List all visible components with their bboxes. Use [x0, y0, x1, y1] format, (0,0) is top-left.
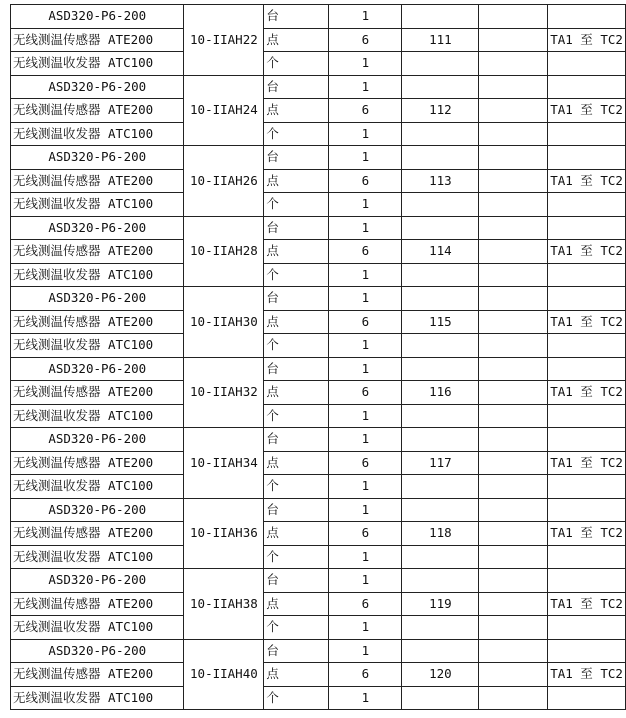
number-cell — [402, 404, 479, 428]
item-name-cell: 无线测温收发器 ATC100 — [11, 616, 184, 640]
quantity-cell: 1 — [329, 287, 402, 311]
number-cell: 118 — [402, 522, 479, 546]
quantity-cell: 1 — [329, 498, 402, 522]
range-cell: TA1 至 TC2 — [548, 169, 626, 193]
quantity-cell: 6 — [329, 381, 402, 405]
unit-cell: 个 — [264, 545, 329, 569]
item-name-cell: ASD320-P6-200 — [11, 498, 184, 522]
range-cell — [548, 287, 626, 311]
item-name-cell: ASD320-P6-200 — [11, 5, 184, 29]
table-row — [11, 146, 626, 170]
unit-cell: 台 — [264, 569, 329, 593]
number-cell: 111 — [402, 28, 479, 52]
item-name-cell: 无线测温传感器 ATE200 — [11, 169, 184, 193]
unit-cell: 个 — [264, 334, 329, 358]
equipment-table-body — [11, 5, 626, 710]
quantity-cell: 6 — [329, 522, 402, 546]
item-name-cell: 无线测温传感器 ATE200 — [11, 592, 184, 616]
unit-cell: 点 — [264, 99, 329, 123]
blank-cell — [479, 334, 548, 358]
table-row — [11, 357, 626, 381]
blank-cell — [479, 616, 548, 640]
table-row — [11, 169, 626, 193]
number-cell — [402, 287, 479, 311]
item-name-cell: 无线测温传感器 ATE200 — [11, 451, 184, 475]
item-name-cell: ASD320-P6-200 — [11, 75, 184, 99]
number-cell — [402, 616, 479, 640]
unit-cell: 点 — [264, 310, 329, 334]
table-row — [11, 52, 626, 76]
item-name-cell: 无线测温收发器 ATC100 — [11, 404, 184, 428]
item-name-cell: ASD320-P6-200 — [11, 639, 184, 663]
quantity-cell: 6 — [329, 451, 402, 475]
unit-cell: 个 — [264, 616, 329, 640]
quantity-cell: 6 — [329, 99, 402, 123]
item-name-cell: ASD320-P6-200 — [11, 287, 184, 311]
blank-cell — [479, 592, 548, 616]
item-name-cell: ASD320-P6-200 — [11, 428, 184, 452]
number-cell — [402, 357, 479, 381]
blank-cell — [479, 310, 548, 334]
blank-cell — [479, 193, 548, 217]
number-cell — [402, 263, 479, 287]
table-row — [11, 193, 626, 217]
cabinet-code-cell: 10-IIAH32 — [184, 357, 264, 428]
blank-cell — [479, 475, 548, 499]
item-name-cell: 无线测温传感器 ATE200 — [11, 663, 184, 687]
range-cell — [548, 404, 626, 428]
item-name-cell: 无线测温传感器 ATE200 — [11, 28, 184, 52]
table-row — [11, 99, 626, 123]
range-cell: TA1 至 TC2 — [548, 381, 626, 405]
unit-cell: 点 — [264, 28, 329, 52]
table-row — [11, 216, 626, 240]
quantity-cell: 1 — [329, 357, 402, 381]
quantity-cell: 1 — [329, 686, 402, 710]
range-cell — [548, 569, 626, 593]
table-row — [11, 569, 626, 593]
range-cell — [548, 193, 626, 217]
range-cell: TA1 至 TC2 — [548, 310, 626, 334]
quantity-cell: 1 — [329, 475, 402, 499]
table-row — [11, 122, 626, 146]
cabinet-code-cell: 10-IIAH28 — [184, 216, 264, 287]
item-name-cell: 无线测温传感器 ATE200 — [11, 381, 184, 405]
cabinet-code-cell: 10-IIAH38 — [184, 569, 264, 640]
number-cell: 112 — [402, 99, 479, 123]
blank-cell — [479, 522, 548, 546]
quantity-cell: 1 — [329, 639, 402, 663]
item-name-cell: 无线测温收发器 ATC100 — [11, 334, 184, 358]
item-name-cell: 无线测温收发器 ATC100 — [11, 475, 184, 499]
blank-cell — [479, 169, 548, 193]
quantity-cell: 6 — [329, 240, 402, 264]
table-row — [11, 475, 626, 499]
number-cell — [402, 428, 479, 452]
unit-cell: 点 — [264, 169, 329, 193]
number-cell — [402, 475, 479, 499]
blank-cell — [479, 5, 548, 29]
quantity-cell: 1 — [329, 146, 402, 170]
table-row — [11, 592, 626, 616]
quantity-cell: 1 — [329, 75, 402, 99]
number-cell: 113 — [402, 169, 479, 193]
blank-cell — [479, 146, 548, 170]
range-cell — [548, 545, 626, 569]
range-cell: TA1 至 TC2 — [548, 451, 626, 475]
number-cell — [402, 569, 479, 593]
table-row — [11, 498, 626, 522]
item-name-cell: 无线测温传感器 ATE200 — [11, 99, 184, 123]
table-row — [11, 451, 626, 475]
range-cell — [548, 616, 626, 640]
unit-cell: 点 — [264, 381, 329, 405]
quantity-cell: 6 — [329, 28, 402, 52]
quantity-cell: 1 — [329, 52, 402, 76]
number-cell: 117 — [402, 451, 479, 475]
item-name-cell: 无线测温收发器 ATC100 — [11, 686, 184, 710]
table-row — [11, 240, 626, 264]
number-cell: 114 — [402, 240, 479, 264]
range-cell: TA1 至 TC2 — [548, 240, 626, 264]
blank-cell — [479, 122, 548, 146]
blank-cell — [479, 287, 548, 311]
quantity-cell: 1 — [329, 428, 402, 452]
quantity-cell: 1 — [329, 616, 402, 640]
item-name-cell: 无线测温收发器 ATC100 — [11, 122, 184, 146]
blank-cell — [479, 569, 548, 593]
table-row — [11, 310, 626, 334]
unit-cell: 点 — [264, 522, 329, 546]
range-cell — [548, 52, 626, 76]
unit-cell: 点 — [264, 592, 329, 616]
quantity-cell: 1 — [329, 5, 402, 29]
range-cell — [548, 146, 626, 170]
cabinet-code-cell: 10-IIAH26 — [184, 146, 264, 217]
unit-cell: 台 — [264, 146, 329, 170]
number-cell — [402, 122, 479, 146]
range-cell — [548, 216, 626, 240]
quantity-cell: 6 — [329, 169, 402, 193]
number-cell — [402, 639, 479, 663]
quantity-cell: 1 — [329, 216, 402, 240]
range-cell: TA1 至 TC2 — [548, 522, 626, 546]
quantity-cell: 1 — [329, 193, 402, 217]
range-cell — [548, 5, 626, 29]
item-name-cell: 无线测温收发器 ATC100 — [11, 545, 184, 569]
quantity-cell: 1 — [329, 404, 402, 428]
range-cell — [548, 263, 626, 287]
number-cell — [402, 193, 479, 217]
unit-cell: 个 — [264, 193, 329, 217]
item-name-cell: ASD320-P6-200 — [11, 216, 184, 240]
unit-cell: 个 — [264, 263, 329, 287]
unit-cell: 台 — [264, 639, 329, 663]
blank-cell — [479, 28, 548, 52]
blank-cell — [479, 428, 548, 452]
number-cell: 115 — [402, 310, 479, 334]
cabinet-code-cell: 10-IIAH36 — [184, 498, 264, 569]
range-cell: TA1 至 TC2 — [548, 592, 626, 616]
item-name-cell: 无线测温传感器 ATE200 — [11, 310, 184, 334]
quantity-cell: 6 — [329, 310, 402, 334]
equipment-table — [10, 4, 626, 710]
unit-cell: 点 — [264, 663, 329, 687]
range-cell — [548, 475, 626, 499]
item-name-cell: 无线测温收发器 ATC100 — [11, 263, 184, 287]
unit-cell: 点 — [264, 240, 329, 264]
blank-cell — [479, 639, 548, 663]
table-row — [11, 287, 626, 311]
table-row — [11, 381, 626, 405]
table-row — [11, 639, 626, 663]
unit-cell: 台 — [264, 287, 329, 311]
number-cell — [402, 334, 479, 358]
number-cell — [402, 52, 479, 76]
range-cell — [548, 498, 626, 522]
table-row — [11, 686, 626, 710]
table-row — [11, 404, 626, 428]
quantity-cell: 1 — [329, 122, 402, 146]
quantity-cell: 1 — [329, 263, 402, 287]
cabinet-code-cell: 10-IIAH22 — [184, 5, 264, 76]
item-name-cell: 无线测温传感器 ATE200 — [11, 522, 184, 546]
unit-cell: 台 — [264, 357, 329, 381]
cabinet-code-cell: 10-IIAH34 — [184, 428, 264, 499]
unit-cell: 台 — [264, 216, 329, 240]
item-name-cell: 无线测温收发器 ATC100 — [11, 193, 184, 217]
blank-cell — [479, 404, 548, 428]
unit-cell: 台 — [264, 5, 329, 29]
number-cell — [402, 5, 479, 29]
number-cell: 116 — [402, 381, 479, 405]
table-row — [11, 522, 626, 546]
unit-cell: 个 — [264, 404, 329, 428]
item-name-cell: ASD320-P6-200 — [11, 146, 184, 170]
number-cell — [402, 75, 479, 99]
range-cell — [548, 686, 626, 710]
number-cell — [402, 146, 479, 170]
blank-cell — [479, 451, 548, 475]
blank-cell — [479, 240, 548, 264]
unit-cell: 个 — [264, 475, 329, 499]
blank-cell — [479, 216, 548, 240]
number-cell — [402, 686, 479, 710]
range-cell: TA1 至 TC2 — [548, 99, 626, 123]
unit-cell: 台 — [264, 75, 329, 99]
unit-cell: 个 — [264, 52, 329, 76]
range-cell — [548, 357, 626, 381]
blank-cell — [479, 498, 548, 522]
cabinet-code-cell: 10-IIAH24 — [184, 75, 264, 146]
blank-cell — [479, 75, 548, 99]
unit-cell: 台 — [264, 428, 329, 452]
table-row — [11, 75, 626, 99]
item-name-cell: 无线测温收发器 ATC100 — [11, 52, 184, 76]
quantity-cell: 6 — [329, 663, 402, 687]
unit-cell: 个 — [264, 122, 329, 146]
range-cell: TA1 至 TC2 — [548, 663, 626, 687]
range-cell — [548, 122, 626, 146]
range-cell — [548, 75, 626, 99]
cabinet-code-cell: 10-IIAH30 — [184, 287, 264, 358]
blank-cell — [479, 52, 548, 76]
range-cell: TA1 至 TC2 — [548, 28, 626, 52]
table-row — [11, 545, 626, 569]
blank-cell — [479, 381, 548, 405]
number-cell — [402, 498, 479, 522]
unit-cell: 点 — [264, 451, 329, 475]
blank-cell — [479, 263, 548, 287]
range-cell — [548, 428, 626, 452]
quantity-cell: 6 — [329, 592, 402, 616]
number-cell — [402, 216, 479, 240]
unit-cell: 个 — [264, 686, 329, 710]
blank-cell — [479, 545, 548, 569]
unit-cell: 台 — [264, 498, 329, 522]
table-row — [11, 263, 626, 287]
number-cell: 120 — [402, 663, 479, 687]
quantity-cell: 1 — [329, 334, 402, 358]
blank-cell — [479, 686, 548, 710]
cabinet-code-cell: 10-IIAH40 — [184, 639, 264, 710]
table-row — [11, 5, 626, 29]
table-row — [11, 663, 626, 687]
table-row — [11, 616, 626, 640]
range-cell — [548, 639, 626, 663]
table-row — [11, 428, 626, 452]
blank-cell — [479, 357, 548, 381]
range-cell — [548, 334, 626, 358]
quantity-cell: 1 — [329, 569, 402, 593]
blank-cell — [479, 99, 548, 123]
item-name-cell: ASD320-P6-200 — [11, 357, 184, 381]
number-cell — [402, 545, 479, 569]
table-row — [11, 334, 626, 358]
number-cell: 119 — [402, 592, 479, 616]
table-row — [11, 28, 626, 52]
item-name-cell: ASD320-P6-200 — [11, 569, 184, 593]
item-name-cell: 无线测温传感器 ATE200 — [11, 240, 184, 264]
blank-cell — [479, 663, 548, 687]
quantity-cell: 1 — [329, 545, 402, 569]
